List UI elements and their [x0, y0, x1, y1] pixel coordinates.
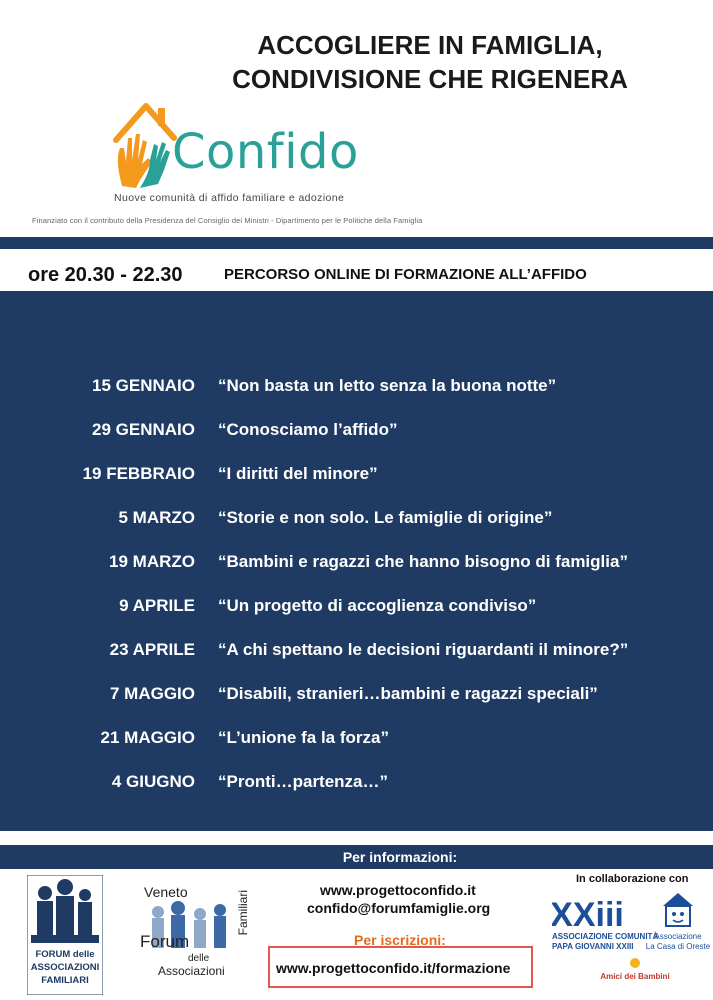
- schedule-row: [0, 723, 713, 753]
- papa-logo-line1: ASSOCIAZIONE COMUNITÀ: [552, 932, 659, 941]
- collaboration-title: In collaborazione con: [576, 873, 689, 885]
- schedule-topic: “A chi spettano le decisioni riguardanti il minore?”: [218, 640, 629, 659]
- schedule-row: [0, 415, 713, 445]
- schedule-topic: “I diritti del minore”: [218, 464, 378, 483]
- schedule-topic: “Storie e non solo. Le famiglie di origine”: [218, 508, 553, 527]
- veneto-associazioni-label: Associazioni: [158, 964, 225, 978]
- forum-logo-line2: ASSOCIAZIONI: [30, 962, 100, 973]
- schedule-row: [0, 503, 713, 533]
- schedule-topic: “Un progetto di accoglienza condiviso”: [218, 596, 537, 615]
- schedule-row: [0, 547, 713, 577]
- svg-text:XXiii: XXiii: [552, 896, 622, 932]
- session-time: ore 20.30 - 22.30: [28, 264, 183, 286]
- schedule-row: [0, 459, 713, 489]
- forum-veneto-logo: [136, 880, 266, 980]
- schedule-date: 23 APRILE: [109, 640, 195, 659]
- forum-associazioni-logo: [27, 875, 103, 995]
- registration-title: Per iscrizioni:: [354, 932, 446, 948]
- forum-logo-line3: FAMILIARI: [41, 975, 89, 986]
- schedule-row: [0, 635, 713, 665]
- email-link[interactable]: confido@forumfamiglie.org: [307, 900, 491, 916]
- schedule-date: 15 GENNAIO: [92, 376, 195, 395]
- schedule-row: [0, 767, 713, 797]
- logo-wordmark: Confido: [172, 124, 359, 180]
- schedule-topic: “Disabili, stranieri…bambini e ragazzi speciali”: [218, 684, 598, 703]
- amici-dei-bambini-logo: [600, 956, 670, 986]
- title-line-2: CONDIVISIONE CHE RIGENERA: [232, 64, 628, 94]
- veneto-forum-label: Forum: [140, 932, 190, 951]
- course-title: PERCORSO ONLINE DI FORMAZIONE ALL’AFFIDO: [224, 266, 587, 283]
- schedule-date: 5 MARZO: [118, 508, 195, 527]
- casa-logo-line2: La Casa di Oreste: [645, 942, 711, 951]
- casa-di-oreste-logo: [645, 890, 711, 956]
- sun-icon: [628, 956, 642, 970]
- website-link[interactable]: www.progettoconfido.it: [320, 882, 476, 898]
- info-title: Per informazioni:: [342, 849, 458, 865]
- forum-family-icon: [27, 875, 103, 995]
- schedule-topic: “Non basta un letto senza la buona notte”: [218, 376, 557, 395]
- veneto-label: Veneto: [144, 884, 188, 900]
- top-divider-bar: [0, 237, 713, 249]
- schedule-date: 29 GENNAIO: [92, 420, 195, 439]
- schedule-date: 19 FEBBRAIO: [82, 464, 195, 483]
- schedule-date: 9 APRILE: [119, 596, 195, 615]
- amici-logo-label: Amici dei Bambini: [600, 972, 670, 981]
- forum-logo-line1: FORUM delle: [35, 949, 95, 960]
- page-title: [150, 28, 710, 96]
- schedule-row: [0, 591, 713, 621]
- casa-face-icon: [661, 890, 695, 928]
- funding-note: Finanziato con il contributo della Presidenza del Consiglio dei Ministri - Dipartimento per le Politiche della Famiglia: [32, 216, 423, 225]
- schedule-topic: “Bambini e ragazzi che hanno bisogno di famiglia”: [218, 552, 628, 571]
- logo-tagline: Nuove comunità di affido familiare e adozione: [114, 192, 345, 204]
- confido-logo: [110, 100, 390, 210]
- schedule-date: 4 GIUGNO: [111, 772, 195, 791]
- papa-logo-line2: PAPA GIOVANNI XXIII: [552, 942, 634, 951]
- schedule-topic: “Conosciamo l’affido”: [218, 420, 398, 439]
- schedule-topic: “L’unione fa la forza”: [218, 728, 389, 747]
- house-hands-icon: [110, 100, 180, 192]
- schedule-date: 7 MAGGIO: [109, 684, 195, 703]
- schedule-row: [0, 679, 713, 709]
- schedule-date: 21 MAGGIO: [100, 728, 195, 747]
- title-line-1: ACCOGLIERE IN FAMIGLIA,: [257, 30, 603, 60]
- schedule-topic: “Pronti…partenza…”: [218, 772, 389, 791]
- veneto-familiari-label: Familiari: [236, 890, 250, 936]
- veneto-delle-label: delle: [188, 953, 210, 964]
- papa-giovanni-xxiii-icon: [552, 892, 622, 932]
- casa-logo-line1: Associazione: [654, 932, 702, 941]
- schedule-panel: [0, 291, 713, 831]
- papa-giovanni-logo: [552, 892, 659, 954]
- registration-link[interactable]: www.progettoconfido.it/formazione: [276, 960, 511, 976]
- schedule-row: [0, 371, 713, 401]
- schedule-date: 19 MARZO: [109, 552, 195, 571]
